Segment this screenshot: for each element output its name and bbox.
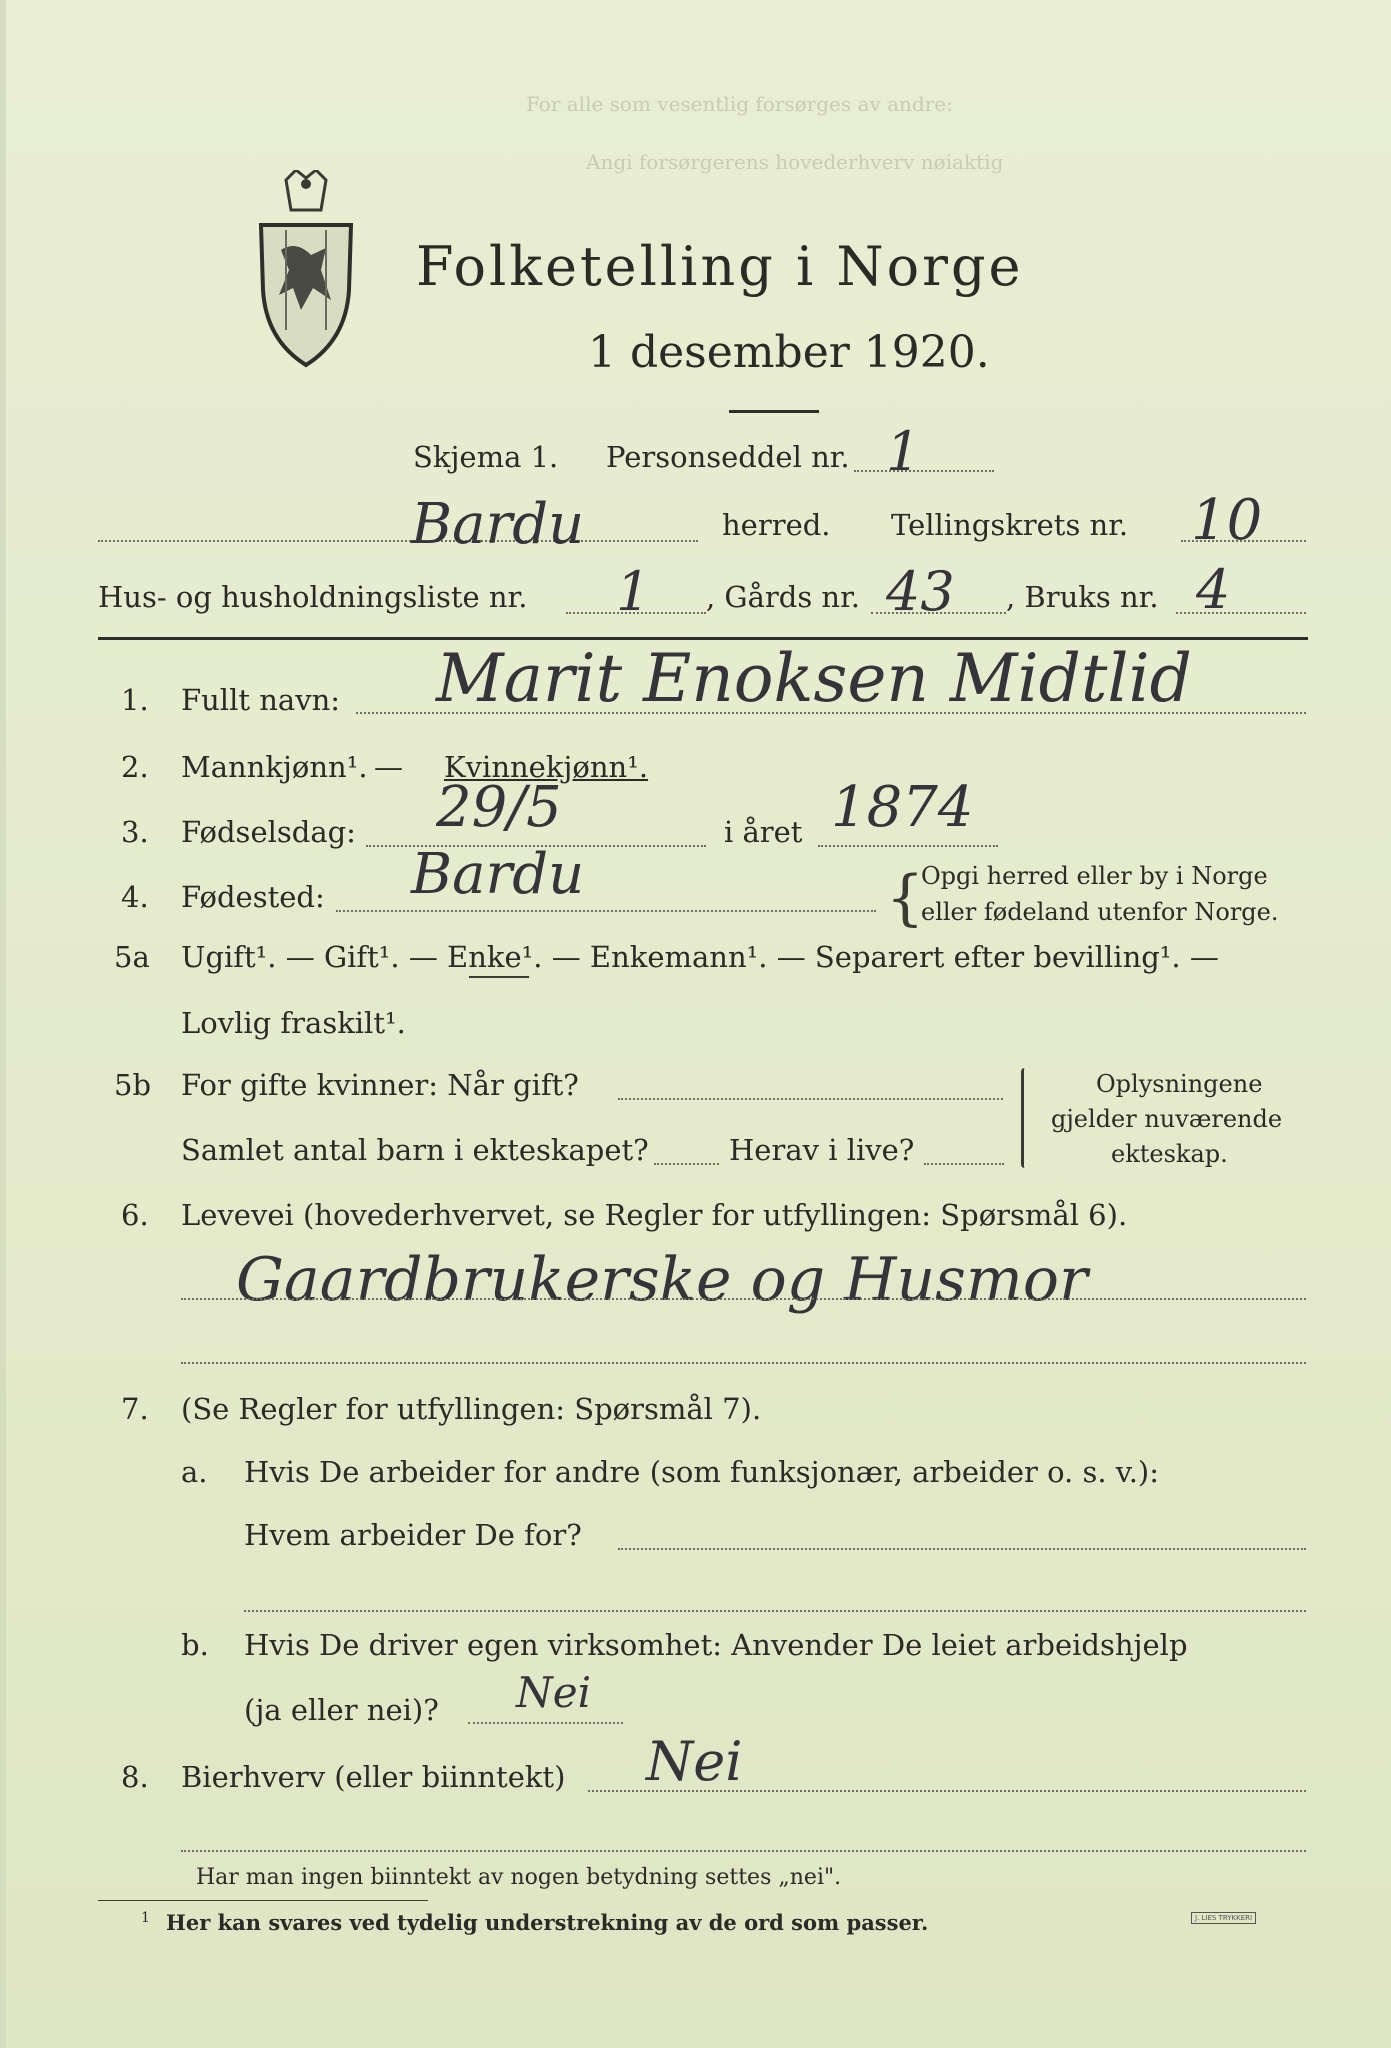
q1-number: 1.: [121, 683, 149, 717]
norway-coat-of-arms-icon: [251, 170, 361, 370]
q6-number: 6.: [121, 1198, 149, 1232]
q2-female-option: Kvinnekjønn¹.: [444, 750, 649, 784]
personseddel-value: 1: [886, 420, 921, 483]
q8-number: 8.: [121, 1760, 149, 1794]
ghost-text-line2: Angi forsørgerens hovederhverv nøiaktig: [586, 150, 1004, 174]
q4-brace: {: [886, 863, 925, 933]
q5b-when-married-label: For gifte kvinner: Når gift?: [181, 1068, 579, 1102]
q7a-letter: a.: [181, 1455, 208, 1489]
q7a-line1: [618, 1548, 1306, 1550]
husholdning-value: 1: [616, 560, 651, 623]
q3-number: 3.: [121, 815, 149, 849]
q8-label: Bierhverv (eller biinntekt): [181, 1760, 566, 1794]
footnote-mark: 1: [141, 1910, 150, 1926]
q5b-bracket: [1021, 1068, 1028, 1168]
census-date: 1 desember 1920.: [588, 327, 990, 378]
q5b-alive-label: Herav i live?: [729, 1133, 915, 1167]
q7a-label1: Hvis De arbeider for andre (som funksjonær, arbeider o. s. v.):: [244, 1455, 1160, 1489]
q6-line1: [181, 1298, 1306, 1300]
q3-birthday-value: 29/5: [436, 775, 562, 840]
herred-line: [98, 540, 698, 542]
footnote-rule: [98, 1900, 428, 1901]
ghost-text-line1: For alle som vesentlig forsørges av andre:: [526, 92, 953, 116]
gards-value: 43: [886, 560, 955, 623]
gards-label: , Gårds nr.: [706, 580, 860, 614]
q5b-when-married-line: [618, 1098, 1003, 1100]
q5b-note3: ekteskap.: [1111, 1140, 1228, 1168]
q1-full-name-value: Marit Enoksen Midtlid: [436, 640, 1192, 717]
q7b-value: Nei: [516, 1668, 592, 1717]
q4-note1: Opgi herred eller by i Norge: [921, 862, 1268, 890]
q5a-enke-underline: [469, 976, 529, 978]
q5a-options-cont: Lovlig fraskilt¹.: [181, 1006, 406, 1040]
q7a-label2: Hvem arbeider De for?: [244, 1518, 582, 1552]
q4-label: Fødested:: [181, 880, 325, 914]
q4-note2: eller fødeland utenfor Norge.: [921, 898, 1279, 926]
footnote-text: Her kan svares ved tydelig understrekning av de ord som passer.: [166, 1910, 929, 1935]
tellingskrets-value: 10: [1191, 488, 1263, 553]
q6-line2: [181, 1362, 1306, 1364]
herred-value: Bardu: [411, 492, 585, 557]
q5b-note2: gjelder nuværende: [1051, 1105, 1283, 1133]
husholdning-label: Hus- og husholdningsliste nr.: [98, 580, 528, 614]
title-underline: [729, 410, 819, 413]
q6-label: Levevei (hovederhvervet, se Regler for utfyllingen: Spørsmål 6).: [181, 1198, 1128, 1232]
form-title: Folketelling i Norge: [416, 235, 1024, 298]
q5b-number: 5b: [114, 1068, 152, 1102]
q5b-children-line: [654, 1163, 719, 1165]
tellingskrets-label: Tellingskrets nr.: [891, 508, 1129, 542]
q8-value: Nei: [646, 1730, 743, 1793]
q7b-label1: Hvis De driver egen virksomhet: Anvender De leiet arbeidshjelp: [244, 1628, 1188, 1662]
q2-number: 2.: [121, 750, 149, 784]
q5a-number: 5a: [114, 940, 150, 974]
q8-line2: [181, 1850, 1306, 1852]
q7b-letter: b.: [181, 1628, 209, 1662]
q3-label: Fødselsdag:: [181, 815, 356, 849]
q3-year-label: i året: [724, 815, 803, 849]
q1-label: Fullt navn:: [181, 683, 341, 717]
q7-label: (Se Regler for utfyllingen: Spørsmål 7).: [181, 1392, 762, 1426]
q7a-line2: [244, 1610, 1306, 1612]
q4-number: 4.: [121, 880, 149, 914]
bruks-value: 4: [1196, 558, 1231, 621]
no-income-note: Har man ingen biinntekt av nogen betydning settes „nei".: [196, 1865, 842, 1890]
q2-separator: —: [374, 750, 403, 784]
personseddel-label: Personseddel nr.: [606, 440, 850, 474]
q4-line: [336, 910, 876, 912]
q6-occupation-value: Gaardbrukerske og Husmor: [236, 1245, 1088, 1315]
q5a-options: Ugift¹. — Gift¹. — Enke¹. — Enkemann¹. — Separert efter bevilling¹. —: [181, 940, 1219, 974]
q5b-children-label: Samlet antal barn i ekteskapet?: [181, 1133, 649, 1167]
q3-year-value: 1874: [831, 775, 974, 840]
bruks-label: , Bruks nr.: [1006, 580, 1159, 614]
herred-label: herred.: [722, 508, 831, 542]
q5b-alive-line: [924, 1163, 1004, 1165]
q4-birthplace-value: Bardu: [411, 842, 585, 907]
q7-number: 7.: [121, 1392, 149, 1426]
q3-year-line: [818, 845, 998, 847]
q7b-line: [468, 1722, 623, 1724]
skjema-label: Skjema 1.: [413, 440, 559, 474]
printer-stamp: J. LIES TRYKKERI: [1191, 1912, 1256, 1924]
q2-male-option: Mannkjønn¹.: [181, 750, 368, 784]
q5b-note1: Oplysningene: [1096, 1070, 1263, 1098]
personseddel-line: [854, 470, 994, 472]
q7b-label2: (ja eller nei)?: [244, 1693, 439, 1727]
